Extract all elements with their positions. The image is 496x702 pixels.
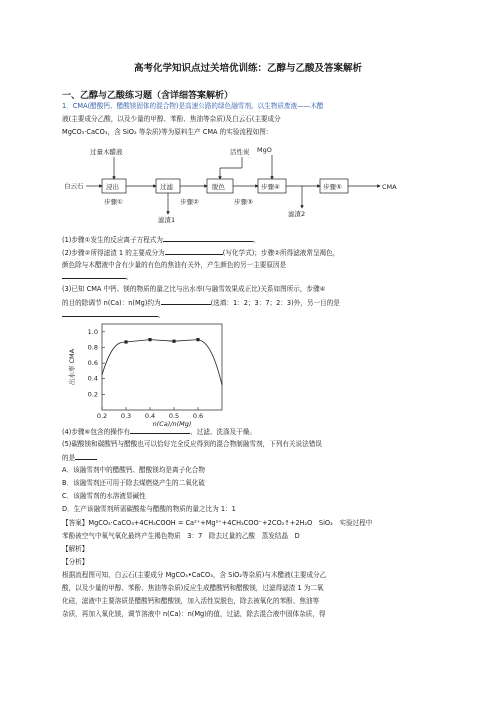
x-tick-label-3: 0.5 — [168, 412, 180, 420]
q-part2-text-b: (写化学式)；步骤②所得滤液常呈褐色， — [222, 249, 340, 257]
doc-title: 高考化学知识点过关培优训练：乙醇与乙酸及答案解析 — [133, 63, 362, 74]
flow-box-leach-label: 浸出 — [106, 183, 119, 191]
series-line — [102, 340, 222, 385]
analysis-heading: 【解析】 — [62, 545, 89, 553]
data-point-2 — [148, 338, 151, 341]
analysis-line4: 杂质，再加入氧化镁，调节溶液中 n(Ca)：n(Mg)的值，过滤，除去混合液中固体杂质，得 — [62, 610, 326, 618]
q-part3-line3: 。 — [62, 308, 434, 322]
x-tick-label-2: 0.4 — [144, 412, 156, 420]
flow-step3: 步骤③ — [234, 198, 253, 206]
answer-line2: 苯酚被空气中氧气氧化最终产生褐色物质 3：7 除去过量的乙酸 蒸发结晶 D — [62, 532, 300, 540]
blank-2 — [165, 246, 223, 255]
blank-7 — [75, 451, 97, 460]
analysis-line3: 化硅，滤液中主要溶质是醋酸钙和醋酸镁，加入活性炭脱色，除去被氧化的苯酚、焦油等 — [62, 597, 320, 605]
q-part2-text-a: (2)步骤②所得滤渣 1 的主要成分为 — [62, 249, 165, 257]
flow-input-1: 过量木醋液 — [90, 148, 123, 156]
data-point-4 — [196, 338, 199, 341]
analysis-line1: 根据流程图可知，白云石(主要成分 MgCO₃•CaCO₃，含 SiO₂等杂质)与木醋液(主要成分乙 — [62, 571, 327, 579]
flow-input-2: 活性炭 — [230, 148, 250, 156]
option-c: C．该融雪剂的水溶液显碱性 — [62, 492, 146, 500]
q1-line2: 液(主要成分乙酸，以及少量的甲醇、苯酚、焦油等杂质)及白云石(主要成分 — [62, 115, 281, 123]
flow-input-3: MgO — [257, 146, 272, 154]
q-part1-text: (1)步骤①发生的反应离子方程式为 — [62, 236, 163, 244]
answer-line1: 【答案】MgCO₃·CaCO₃+4CH₃COOH = Ca²⁺+Mg²⁺+4CH₃COO⁻+2CO₂↑+2H₂O SiO₂ 实验过程中 — [62, 519, 373, 527]
x-tick-label-1: 0.3 — [120, 412, 132, 420]
q1-line3: MgCO₃·CaCO₃，含 SiO₂ 等杂质)等为原料生产 CMA 的实验流程如图： — [62, 128, 273, 136]
q-part4 — [62, 425, 434, 439]
y-tick-label-0: 0.2 — [87, 390, 98, 399]
y-tick-label-1: 0.4 — [87, 374, 98, 383]
flow-step2: 步骤② — [180, 198, 199, 206]
data-point-1 — [124, 340, 127, 343]
process-flow-diagram — [62, 146, 442, 228]
flow-box-filter-label: 过滤 — [160, 183, 173, 191]
q-part3-text-c: (选填：1：2；3：7；2：3)外，另一目的是 — [210, 299, 340, 307]
flow-residue-2: 滤渣2 — [288, 210, 306, 218]
flow-box-step4-label: 步骤④ — [261, 183, 280, 191]
blank-6 — [130, 425, 190, 434]
x-axis-label: n(Ca)/n(Mg) — [152, 420, 192, 428]
blank-3 — [62, 270, 126, 279]
q-part1: (1)步骤①发生的反应离子方程式为 。 — [62, 233, 434, 247]
q-part3-text-b: 的目的除调节 n(Ca)：n(Mg)约为 — [62, 299, 161, 307]
q-part2-line3: 。 — [62, 270, 434, 284]
q-part2-line2: 颜色除与木醋液中含有少量的有色的焦油有关外，产生颜色的另一主要原因是 — [62, 261, 287, 269]
y-tick-label-3: 0.8 — [87, 343, 98, 352]
q-part2-line1 — [62, 246, 434, 260]
flow-residue-1: 滤渣1 — [158, 216, 176, 224]
section-heading: 一、乙醇与乙酸练习题（含详细答案解析） — [62, 91, 234, 101]
flow-output: CMA — [382, 183, 397, 191]
blank-1 — [163, 233, 253, 242]
analysis-line2: 酸，以及少量的甲醇、苯酚、焦油等杂质)反应生成醋酸钙和醋酸镁，过滤得滤渣 1 为二氧 — [62, 584, 324, 592]
x-tick-label-4: 0.6 — [192, 412, 204, 420]
option-a: A．该融雪剂中的醋酸钙、醋酸镁均是离子化合物 — [62, 466, 205, 474]
option-d: D．生产该融雪剂所需碳酸盐与醋酸的物质的量之比为 1：1 — [62, 505, 236, 513]
flow-step1: 步骤① — [104, 198, 123, 206]
y-axis-label: 出水率 CMA — [68, 348, 76, 386]
ratio-chart — [62, 318, 232, 436]
data-point-3 — [172, 340, 175, 343]
q-part5-text-b: 的是 — [62, 454, 76, 462]
flow-box-step5-label: 步骤⑤ — [323, 183, 342, 191]
breakdown-heading: 【分析】 — [62, 558, 89, 566]
q1-line1: 1．CMA(醋酸钙、醋酸镁固体的混合物)是高速公路的绿色融雪剂。以生物质废液——木醋 — [62, 102, 324, 110]
blank-5 — [62, 308, 158, 317]
q-part4-text: (4)步骤⑥包含的操作有 — [62, 428, 131, 436]
chart-plot-frame — [102, 324, 222, 410]
blank-4 — [161, 296, 211, 305]
flow-source: 白云石 — [64, 182, 84, 190]
option-b: B．该融雪剂还可用于除去煤燃烧产生的二氧化硫 — [62, 479, 205, 487]
flow-box-decolor-label: 脱色 — [212, 183, 225, 191]
q-part5-line2 — [62, 451, 434, 465]
y-tick-label-2: 0.6 — [87, 359, 98, 368]
y-tick-label-4: 1.0 — [87, 327, 98, 336]
x-tick-label-0: 0.2 — [96, 412, 108, 420]
q-part4-text-b: 、过滤、洗涤及干燥。 — [190, 428, 256, 436]
q-part3-line1: (3)已知 CMA 中钙、镁的物质的量之比与出水率(与融雪效果成正比)关系如图所示，步骤④ — [62, 285, 326, 293]
q-part5-line1: (5)碳酸镁和碳酸钙与醋酸也可以恰好完全反应得到的混合物制融雪剂，下列有关说法错误 — [62, 440, 322, 448]
